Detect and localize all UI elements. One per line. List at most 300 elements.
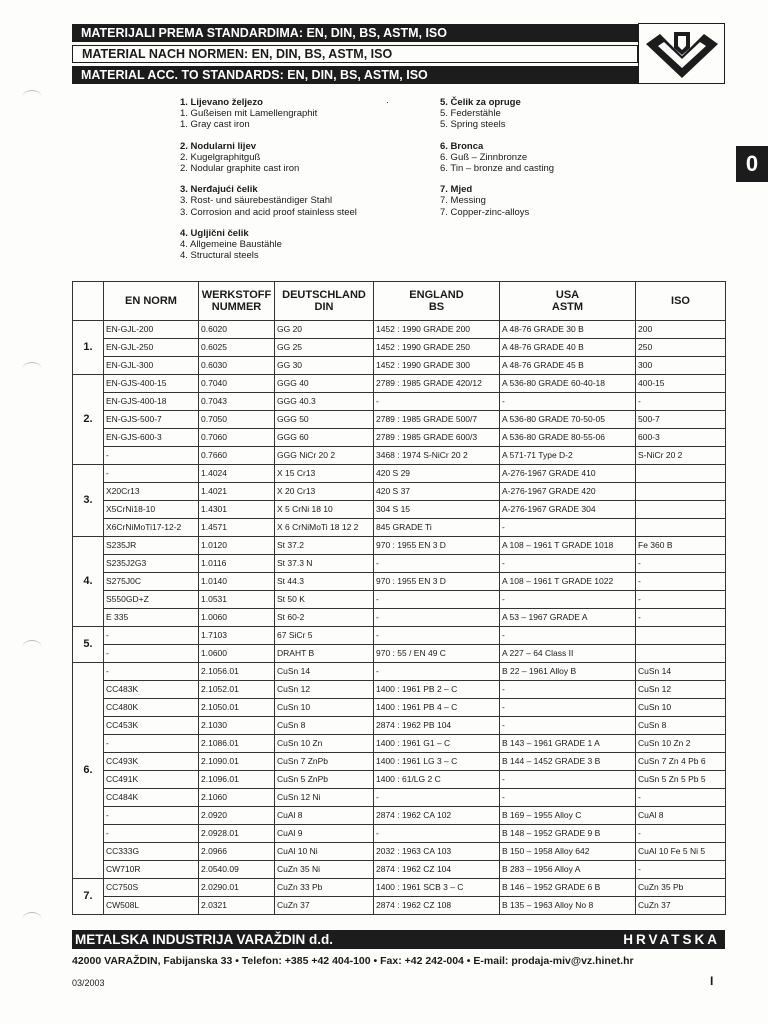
- en-norm-cell: EN-GJS-400-18: [104, 393, 199, 411]
- table-row: [73, 393, 726, 411]
- bs-cell: 970 : 1955 EN 3 D: [374, 537, 500, 555]
- miv-logo-icon: [644, 28, 720, 80]
- din-cell: DRAHT B: [275, 645, 374, 663]
- iso-cell: 400-15: [636, 375, 726, 393]
- en-norm-cell: X6CrNiMoTi17-12-2: [104, 519, 199, 537]
- materials-table: [72, 281, 726, 915]
- din-cell: GGG NiCr 20 2: [275, 447, 374, 465]
- en-norm-cell: CC480K: [104, 699, 199, 717]
- header-astm-text: USA ASTM: [551, 289, 584, 313]
- astm-cell: -: [500, 699, 636, 717]
- bs-cell: -: [374, 663, 500, 681]
- astm-cell: A 48-76 GRADE 45 B: [500, 357, 636, 375]
- werkstoff-cell: 0.6025: [199, 339, 275, 357]
- bs-cell: -: [374, 825, 500, 843]
- en-norm-cell: CC453K: [104, 717, 199, 735]
- table-row: [73, 609, 726, 627]
- en-norm-cell: CC484K: [104, 789, 199, 807]
- din-cell: CuZn 35 Ni: [275, 861, 374, 879]
- en-norm-cell: -: [104, 663, 199, 681]
- en-norm-cell: X5CrNi18-10: [104, 501, 199, 519]
- astm-cell: B 144 – 1452 GRADE 3 B: [500, 753, 636, 771]
- material-group: [73, 879, 726, 915]
- iso-cell: -: [636, 789, 726, 807]
- table-row: [73, 483, 726, 501]
- astm-cell: A 48-76 GRADE 40 B: [500, 339, 636, 357]
- header-din: [275, 282, 374, 321]
- header-werkstoff-text: WERKSTOFF NUMMER: [201, 289, 272, 313]
- legend-title: 1. Lijevano željezo: [180, 97, 263, 108]
- table-row: [73, 555, 726, 573]
- din-cell: X 5 CrNi 18 10: [275, 501, 374, 519]
- legend-line-de: 3. Rost- und säurebeständiger Stahl: [180, 195, 333, 207]
- table-row: [73, 771, 726, 789]
- legend-title: 4. Ugljični čelik: [180, 227, 249, 239]
- iso-cell: CuSn 10 Zn 2: [636, 735, 726, 753]
- werkstoff-cell: 0.6020: [199, 321, 275, 339]
- bs-cell: 2874 : 1962 PB 104: [374, 717, 500, 735]
- iso-cell: -: [636, 555, 726, 573]
- group-number: 1.: [73, 321, 104, 375]
- footer-bar: [72, 930, 725, 949]
- en-norm-cell: S275J0C: [104, 573, 199, 591]
- en-norm-cell: EN-GJS-500-7: [104, 411, 199, 429]
- header-bs-text: ENGLAND BS: [409, 289, 464, 313]
- din-cell: CuZn 37: [275, 897, 374, 915]
- bs-cell: 420 S 29: [374, 465, 500, 483]
- din-cell: X 20 Cr13: [275, 483, 374, 501]
- din-cell: GGG 50: [275, 411, 374, 429]
- werkstoff-cell: 1.7103: [199, 627, 275, 645]
- legend-line-de: 6. Guß – Zinnbronze: [440, 151, 528, 163]
- werkstoff-cell: 1.4021: [199, 483, 275, 501]
- astm-cell: B 22 – 1961 Alloy B: [500, 663, 636, 681]
- astm-cell: B 150 – 1958 Alloy 642: [500, 843, 636, 861]
- werkstoff-cell: 1.0600: [199, 645, 275, 663]
- astm-cell: A-276-1967 GRADE 410: [500, 465, 636, 483]
- iso-cell: Fe 360 B: [636, 537, 726, 555]
- iso-cell: 300: [636, 357, 726, 375]
- werkstoff-cell: 0.6030: [199, 357, 275, 375]
- werkstoff-cell: 1.4301: [199, 501, 275, 519]
- legend-line-de: 5. Federstähle: [440, 108, 501, 120]
- table-row: [73, 753, 726, 771]
- material-group: [73, 465, 726, 537]
- werkstoff-cell: 2.1090.01: [199, 753, 275, 771]
- astm-cell: A 108 – 1961 T GRADE 1022: [500, 573, 636, 591]
- iso-cell: [636, 627, 726, 645]
- din-cell: CuAl 8: [275, 807, 374, 825]
- table-row: [73, 357, 726, 375]
- legend-title: 5. Čelik za opruge: [440, 97, 521, 108]
- en-norm-cell: CC491K: [104, 771, 199, 789]
- astm-cell: B 148 – 1952 GRADE 9 B: [500, 825, 636, 843]
- bs-cell: 2032 : 1963 CA 103: [374, 843, 500, 861]
- legend-line-en: 5. Spring steels: [440, 119, 506, 131]
- table-row: [73, 321, 726, 339]
- legend-line-en: 3. Corrosion and acid proof stainless steel: [180, 206, 357, 218]
- din-cell: GGG 40: [275, 375, 374, 393]
- din-cell: CuSn 10: [275, 699, 374, 717]
- astm-cell: B 143 – 1961 GRADE 1 A: [500, 735, 636, 753]
- werkstoff-cell: 1.0116: [199, 555, 275, 573]
- table-row: [73, 681, 726, 699]
- din-cell: GGG 60: [275, 429, 374, 447]
- table-row: [73, 591, 726, 609]
- iso-cell: [636, 465, 726, 483]
- astm-cell: B 146 – 1952 GRADE 6 B: [500, 879, 636, 897]
- din-cell: St 44.3: [275, 573, 374, 591]
- header-werkstoff: [199, 282, 275, 321]
- table-row: [73, 861, 726, 879]
- werkstoff-cell: 2.1030: [199, 717, 275, 735]
- material-group: [73, 321, 726, 375]
- iso-cell: -: [636, 861, 726, 879]
- bs-cell: 420 S 37: [374, 483, 500, 501]
- header-en-norm: EN NORM: [104, 282, 199, 321]
- din-cell: CuSn 7 ZnPb: [275, 753, 374, 771]
- astm-cell: A 48-76 GRADE 30 B: [500, 321, 636, 339]
- legend-line-de: 4. Allgemeine Baustähle: [180, 239, 282, 251]
- en-norm-cell: CW710R: [104, 861, 199, 879]
- bs-cell: 1400 : 1961 SCB 3 – C: [374, 879, 500, 897]
- bs-cell: 2874 : 1962 CA 102: [374, 807, 500, 825]
- astm-cell: A 536-80 GRADE 70-50-05: [500, 411, 636, 429]
- iso-cell: -: [636, 591, 726, 609]
- table-row: [73, 717, 726, 735]
- werkstoff-cell: 2.1056.01: [199, 663, 275, 681]
- legend-left-column: [180, 97, 357, 271]
- table-row: [73, 843, 726, 861]
- din-cell: St 37.3 N: [275, 555, 374, 573]
- legend-title: 6. Bronca: [440, 140, 484, 152]
- din-cell: CuAl 10 Ni: [275, 843, 374, 861]
- bs-cell: 970 : 1955 EN 3 D: [374, 573, 500, 591]
- astm-cell: A-276-1967 GRADE 420: [500, 483, 636, 501]
- werkstoff-cell: 1.0531: [199, 591, 275, 609]
- table-row: [73, 573, 726, 591]
- company-name: METALSKA INDUSTRIJA VARAŽDIN d.d.: [75, 932, 333, 947]
- astm-cell: A 227 – 64 Class II: [500, 645, 636, 663]
- punch-hole-mark: [22, 90, 42, 105]
- en-norm-cell: CC750S: [104, 879, 199, 897]
- werkstoff-cell: 0.7050: [199, 411, 275, 429]
- astm-cell: -: [500, 681, 636, 699]
- din-cell: CuSn 8: [275, 717, 374, 735]
- iso-cell: CuSn 12: [636, 681, 726, 699]
- bs-cell: 2789 : 1985 GRADE 420/12: [374, 375, 500, 393]
- legend-group: [180, 141, 357, 175]
- en-norm-cell: CC333G: [104, 843, 199, 861]
- header-bs: [374, 282, 500, 321]
- table-row: [73, 735, 726, 753]
- header-astm: [500, 282, 636, 321]
- table-row: [73, 375, 726, 393]
- din-cell: CuSn 12 Ni: [275, 789, 374, 807]
- company-logo: [638, 23, 725, 84]
- legend-title: 7. Mjed: [440, 184, 473, 196]
- din-cell: St 60-2: [275, 609, 374, 627]
- table-row: [73, 447, 726, 465]
- en-norm-cell: -: [104, 627, 199, 645]
- legend-line-en: 1. Gray cast iron: [180, 119, 250, 131]
- en-norm-cell: X20Cr13: [104, 483, 199, 501]
- table-row: [73, 627, 726, 645]
- en-norm-cell: EN-GJL-200: [104, 321, 199, 339]
- werkstoff-cell: 2.0321: [199, 897, 275, 915]
- material-group: [73, 375, 726, 465]
- iso-cell: [636, 501, 726, 519]
- bs-cell: 970 : 55 / EN 49 C: [374, 645, 500, 663]
- bs-cell: 1452 : 1990 GRADE 250: [374, 339, 500, 357]
- en-norm-cell: -: [104, 735, 199, 753]
- table-header-row: [73, 282, 726, 321]
- astm-cell: A 571-71 Type D-2: [500, 447, 636, 465]
- table-row: [73, 537, 726, 555]
- header-group-number: [73, 282, 104, 321]
- en-norm-cell: -: [104, 807, 199, 825]
- iso-cell: S-NiCr 20 2: [636, 447, 726, 465]
- werkstoff-cell: 0.7040: [199, 375, 275, 393]
- astm-cell: A-276-1967 GRADE 304: [500, 501, 636, 519]
- din-cell: CuSn 5 ZnPb: [275, 771, 374, 789]
- en-norm-cell: CC483K: [104, 681, 199, 699]
- werkstoff-cell: 1.0140: [199, 573, 275, 591]
- legend-line-en: 4. Structural steels: [180, 250, 259, 262]
- iso-cell: -: [636, 609, 726, 627]
- bs-cell: 2874 : 1962 CZ 108: [374, 897, 500, 915]
- table-row: [73, 825, 726, 843]
- werkstoff-cell: 2.0290.01: [199, 879, 275, 897]
- werkstoff-cell: 1.0120: [199, 537, 275, 555]
- din-cell: GG 25: [275, 339, 374, 357]
- en-norm-cell: CC493K: [104, 753, 199, 771]
- material-group: [73, 627, 726, 663]
- legend-group: [180, 184, 357, 218]
- table-row: [73, 411, 726, 429]
- en-norm-cell: -: [104, 465, 199, 483]
- werkstoff-cell: 2.0928.01: [199, 825, 275, 843]
- werkstoff-cell: 2.0966: [199, 843, 275, 861]
- punch-hole-mark: [22, 362, 42, 377]
- legend-group: [440, 184, 554, 218]
- werkstoff-cell: 1.0060: [199, 609, 275, 627]
- bs-cell: 1400 : 1961 PB 4 – C: [374, 699, 500, 717]
- din-cell: CuAl 9: [275, 825, 374, 843]
- iso-cell: 600-3: [636, 429, 726, 447]
- legend-title: 3. Nerđajući čelik: [180, 184, 258, 196]
- werkstoff-cell: 2.1086.01: [199, 735, 275, 753]
- en-norm-cell: EN-GJS-600-3: [104, 429, 199, 447]
- bs-cell: -: [374, 789, 500, 807]
- bs-cell: -: [374, 555, 500, 573]
- werkstoff-cell: 2.1052.01: [199, 681, 275, 699]
- table-row: [73, 519, 726, 537]
- iso-cell: CuAl 8: [636, 807, 726, 825]
- bs-cell: 3468 : 1974 S-NiCr 20 2: [374, 447, 500, 465]
- contact-address: 42000 VARAŽDIN, Fabijanska 33 • Telefon: +385 +42 404-100 • Fax: +42 242-004 • E-mail: prodaja-miv@vz.hinet.hr: [72, 955, 634, 967]
- werkstoff-cell: 2.0920: [199, 807, 275, 825]
- din-cell: X 6 CrNiMoTi 18 12 2: [275, 519, 374, 537]
- legend-line-de: 1. Gußeisen mit Lamellengraphit: [180, 108, 318, 120]
- din-cell: GGG 40.3: [275, 393, 374, 411]
- en-norm-cell: S550GD+Z: [104, 591, 199, 609]
- country-name: HRVATSKA: [623, 932, 720, 947]
- group-number: 6.: [73, 663, 104, 879]
- iso-cell: 200: [636, 321, 726, 339]
- table-row: [73, 897, 726, 915]
- iso-cell: CuZn 37: [636, 897, 726, 915]
- werkstoff-cell: 2.1050.01: [199, 699, 275, 717]
- legend-line-en: 2. Nodular graphite cast iron: [180, 163, 300, 175]
- werkstoff-cell: 1.4024: [199, 465, 275, 483]
- werkstoff-cell: 0.7043: [199, 393, 275, 411]
- group-number: 7.: [73, 879, 104, 915]
- en-norm-cell: EN-GJS-400-15: [104, 375, 199, 393]
- iso-cell: CuSn 14: [636, 663, 726, 681]
- header-bar-english: MATERIAL ACC. TO STANDARDS: EN, DIN, BS, ASTM, ISO: [72, 66, 638, 84]
- werkstoff-cell: 0.7060: [199, 429, 275, 447]
- astm-cell: -: [500, 789, 636, 807]
- werkstoff-cell: 2.1096.01: [199, 771, 275, 789]
- en-norm-cell: -: [104, 825, 199, 843]
- en-norm-cell: EN-GJL-250: [104, 339, 199, 357]
- bs-cell: 845 GRADE Ti: [374, 519, 500, 537]
- material-group: [73, 537, 726, 627]
- table-row: [73, 465, 726, 483]
- iso-cell: -: [636, 393, 726, 411]
- din-cell: CuSn 12: [275, 681, 374, 699]
- legend-line-de: 7. Messing: [440, 195, 486, 207]
- table-row: [73, 807, 726, 825]
- din-cell: St 50 K: [275, 591, 374, 609]
- en-norm-cell: CW508L: [104, 897, 199, 915]
- table-row: [73, 879, 726, 897]
- astm-cell: B 169 – 1955 Alloy C: [500, 807, 636, 825]
- din-cell: GG 30: [275, 357, 374, 375]
- iso-cell: CuAl 10 Fe 5 Ni 5: [636, 843, 726, 861]
- en-norm-cell: S235J2G3: [104, 555, 199, 573]
- iso-cell: [636, 645, 726, 663]
- astm-cell: A 108 – 1961 T GRADE 1018: [500, 537, 636, 555]
- iso-cell: [636, 519, 726, 537]
- astm-cell: A 536-80 GRADE 60-40-18: [500, 375, 636, 393]
- legend-title: 2. Nodularni lijev: [180, 140, 257, 152]
- astm-cell: -: [500, 393, 636, 411]
- iso-cell: CuSn 5 Zn 5 Pb 5: [636, 771, 726, 789]
- bs-cell: -: [374, 609, 500, 627]
- astm-cell: -: [500, 555, 636, 573]
- iso-cell: -: [636, 825, 726, 843]
- header-din-text: DEUTSCHLAND DIN: [282, 289, 366, 313]
- din-cell: 67 SiCr 5: [275, 627, 374, 645]
- legend-group: [440, 97, 554, 131]
- astm-cell: -: [500, 591, 636, 609]
- din-cell: GG 20: [275, 321, 374, 339]
- legend-group: [180, 228, 357, 262]
- punch-hole-mark: [22, 912, 42, 927]
- bs-cell: 2874 : 1962 CZ 104: [374, 861, 500, 879]
- iso-cell: -: [636, 573, 726, 591]
- iso-cell: CuSn 8: [636, 717, 726, 735]
- bs-cell: 2789 : 1985 GRADE 600/3: [374, 429, 500, 447]
- table-row: [73, 339, 726, 357]
- din-cell: CuSn 14: [275, 663, 374, 681]
- page-number: I: [710, 974, 714, 988]
- bs-cell: 1400 : 61/LG 2 C: [374, 771, 500, 789]
- bs-cell: 304 S 15: [374, 501, 500, 519]
- header-bar-german: MATERIAL NACH NORMEN: EN, DIN, BS, ASTM, ISO: [72, 45, 638, 63]
- group-number: 3.: [73, 465, 104, 537]
- group-number: 4.: [73, 537, 104, 627]
- bs-cell: 1400 : 1961 PB 2 – C: [374, 681, 500, 699]
- astm-cell: -: [500, 771, 636, 789]
- en-norm-cell: EN-GJL-300: [104, 357, 199, 375]
- legend-line-en: 7. Copper-zinc-alloys: [440, 206, 530, 218]
- werkstoff-cell: 1.4571: [199, 519, 275, 537]
- astm-cell: B 135 – 1963 Alloy No 8: [500, 897, 636, 915]
- astm-cell: -: [500, 519, 636, 537]
- table-row: [73, 501, 726, 519]
- iso-cell: CuSn 7 Zn 4 Pb 6: [636, 753, 726, 771]
- astm-cell: A 536-80 GRADE 80-55-06: [500, 429, 636, 447]
- legend-line-de: 2. Kugelgraphitguß: [180, 151, 261, 163]
- astm-cell: B 283 – 1956 Alloy A: [500, 861, 636, 879]
- astm-cell: -: [500, 627, 636, 645]
- legend-group: [440, 141, 554, 175]
- group-number: 2.: [73, 375, 104, 465]
- din-cell: St 37.2: [275, 537, 374, 555]
- iso-cell: [636, 483, 726, 501]
- table-row: [73, 789, 726, 807]
- bs-cell: 1452 : 1990 GRADE 200: [374, 321, 500, 339]
- table-row: [73, 645, 726, 663]
- en-norm-cell: E 335: [104, 609, 199, 627]
- iso-cell: CuSn 10: [636, 699, 726, 717]
- iso-cell: 500-7: [636, 411, 726, 429]
- legend-line-en: 6. Tin – bronze and casting: [440, 163, 555, 175]
- table-row: [73, 699, 726, 717]
- bs-cell: -: [374, 627, 500, 645]
- en-norm-cell: S235JR: [104, 537, 199, 555]
- bs-cell: 2789 : 1985 GRADE 500/7: [374, 411, 500, 429]
- header-iso: ISO: [636, 282, 726, 321]
- iso-cell: 250: [636, 339, 726, 357]
- din-cell: X 15 Cr13: [275, 465, 374, 483]
- bs-cell: 1400 : 1961 LG 3 – C: [374, 753, 500, 771]
- werkstoff-cell: 0.7660: [199, 447, 275, 465]
- astm-cell: A 53 – 1967 GRADE A: [500, 609, 636, 627]
- bs-cell: 1452 : 1990 GRADE 300: [374, 357, 500, 375]
- werkstoff-cell: 2.1060: [199, 789, 275, 807]
- table-row: [73, 663, 726, 681]
- bs-cell: 1400 : 1961 G1 – C: [374, 735, 500, 753]
- section-tab: 0: [736, 146, 768, 182]
- header-bar-croatian: MATERIJALI PREMA STANDARDIMA: EN, DIN, BS, ASTM, ISO: [72, 24, 638, 42]
- bs-cell: -: [374, 393, 500, 411]
- group-number: 5.: [73, 627, 104, 663]
- en-norm-cell: -: [104, 645, 199, 663]
- punch-hole-mark: [22, 640, 42, 655]
- bs-cell: -: [374, 591, 500, 609]
- material-group: [73, 663, 726, 879]
- iso-cell: CuZn 35 Pb: [636, 879, 726, 897]
- legend-group: [180, 97, 357, 131]
- werkstoff-cell: 2.0540.09: [199, 861, 275, 879]
- legend-right-column: [440, 97, 554, 228]
- astm-cell: -: [500, 717, 636, 735]
- scan-dot: ·: [386, 97, 389, 107]
